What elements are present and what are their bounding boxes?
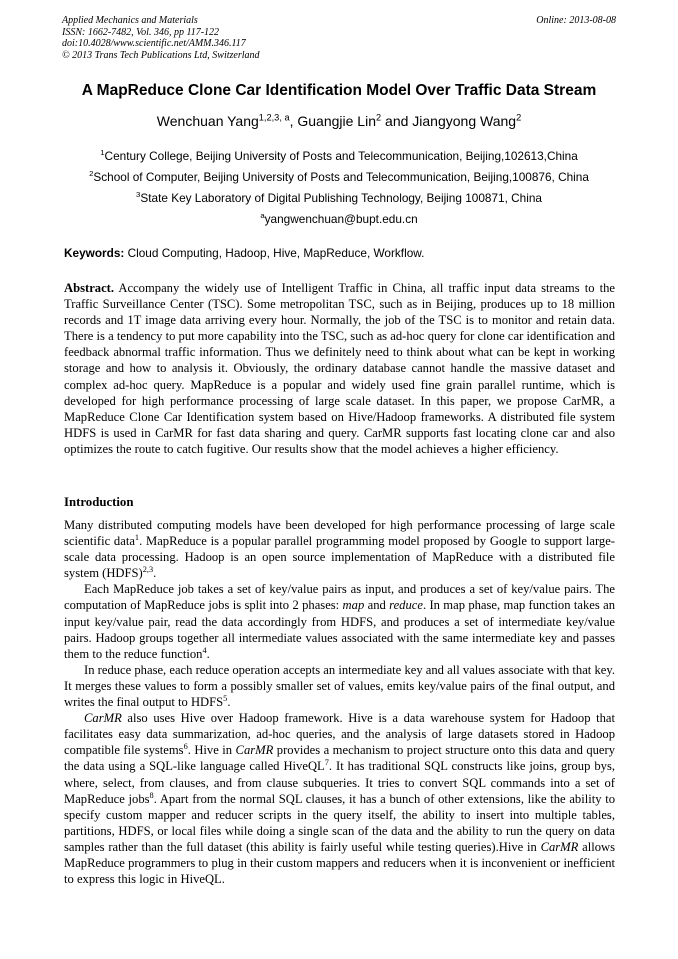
paragraph-text: . It has traditional SQL constructs like joins, group bys, where, select, from clauses, and from clause subqueries. It tries to convert SQL commands into a set of MapReduce jobs [64,759,615,806]
author-superscript: 1,2,3, a [258,112,290,123]
issn-line: ISSN: 1662-7482, Vol. 346, pp 117-122 [62,26,220,38]
paragraph [64,662,615,710]
email-line [20,209,658,230]
author-name: Wenchuan Yang [156,113,259,129]
emphasis: map [342,598,365,613]
affiliation-text: State Key Laboratory of Digital Publishing Technology, Beijing 100871, China [140,191,542,205]
citation: 1 [134,532,140,542]
affiliation [20,146,658,167]
citation: 2,3 [142,565,154,575]
emphasis: reduce [389,598,423,613]
paragraph-text: Many distributed computing models have been developed for high performance processing of large scale scientific data [64,518,615,549]
doi-line: doi:10.4028/www.scientific.net/AMM.346.117 [62,38,246,49]
keywords [64,246,624,260]
citation: 5 [223,693,228,703]
affiliation-marker: 1 [100,148,105,158]
emphasis: CarMR [540,839,579,854]
paragraph-text: . In map phase, map function takes an input key/value pair, read the data accordingly from HDFS, and produces a set of intermediate key/value pairs. Hadoop groups together all intermediate values associated with the same intermediate key and passes them to the reduce function [64,598,615,661]
keywords-text: Cloud Computing, Hadoop, Hive, MapReduce, Workflow. [124,246,425,260]
paragraph [64,710,615,887]
affiliations [20,146,658,230]
author-superscript: 2 [376,112,382,123]
abstract [64,280,615,457]
citation: 4 [202,645,207,655]
affiliation [20,188,658,209]
paragraph-text: . Apart from the normal SQL clauses, it has a bunch of other extensions, like the ability to specify custom mapper and reducer scripts in the query itself, the ability to insert into multiple tables, partitions, HDFS, or local files while doing a single scan of the data and the ability to run the query on data samples rather than the full dataset (this ability is fairly useful while testing queries).Hive in [64,791,615,854]
introduction-body [64,517,615,887]
affiliation [20,167,658,188]
online-date: Online: 2013-08-08 [536,15,616,26]
journal-name: Applied Mechanics and Materials [62,15,198,26]
emphasis: CarMR [84,711,122,726]
paragraph [64,581,615,661]
paragraph-text: provides a mechanism to project structure onto this data and query the data using a SQL-like language called HiveQL [64,743,616,774]
paragraph [64,517,615,581]
paragraph-text: In reduce phase, each reduce operation accepts an intermediate key and all values associate with that key. It merges these values to form a possibly smaller set of values, emits key/value pairs of the final output, and writes the final output to HDFS [64,662,615,710]
abstract-text: Accompany the widely use of Intelligent Traffic in China, all traffic input data streams to the Traffic Surveillance Center (TSC). Some metropolitan TSC, such as in Beijing, produces up to 18 million records and 1T image data arriving every hour. Normally, the job of the TSC is to monitor and retain data. There is a tendency to put more capability into the TSC, such as ad-hoc query for clone car identification and feedback abnormal traffic information. Thus we definitely need to think about what can be kept in working storage and how to analysis it. Obviously, the ordinary database cannot handle the massive dataset and complex ad-hoc query. MapReduce is a popular and widely used fine grain parallel runtime, which is developed for high performance processing of large scale dataset. In this paper, we propose CarMR, a MapReduce Clone Car Identification system based on Hive/Hadoop frameworks. A distributed file system HDFS is used in CarMR for fast data sharing and query. CarMR supports fast locating clone car and also optimizes the route to catch fugitive. Our results show that the model achieves a higher efficiency. [64,281,615,456]
author-line [20,113,658,129]
paragraph-text: Each MapReduce job takes a set of key/value pairs as input, and produces a set of key/value pairs. The computation of MapReduce jobs is split into 2 phases: [64,582,615,613]
author-name: , Guangjie Lin [289,113,376,129]
affiliation-marker: 2 [89,169,94,179]
author-name: and Jiangyong Wang [381,113,517,129]
citation: 8 [149,790,154,800]
keywords-label: Keywords: [64,246,125,260]
affiliation-text: School of Computer, Beijing University of Posts and Telecommunication, Beijing,100876, China [93,170,589,184]
paragraph-text: and [364,598,390,613]
paper-title: A MapReduce Clone Car Identification Model Over Traffic Data Stream [81,82,597,99]
affiliation-marker: a [260,211,265,221]
affiliation-marker: 3 [136,190,141,200]
affiliation-text: Century College, Beijing University of Posts and Telecommunication, Beijing,102613,China [104,149,578,163]
copyright-line: © 2013 Trans Tech Publications Ltd, Switzerland [62,49,260,61]
paragraph-text: . [153,566,157,581]
email-link[interactable]: yangwenchuan@bupt.edu.cn [264,212,418,226]
paragraph-text: . Hive in [187,743,236,758]
abstract-label: Abstract. [64,281,115,295]
paragraph-text: . MapReduce is a popular parallel programming model proposed by Google to support large-scale data processing. Hadoop is an open source implementation of MapReduce with a distributed file system (HDFS) [64,534,615,581]
citation: 7 [324,758,329,768]
citation: 6 [183,742,188,752]
paragraph-text: . [206,646,210,661]
emphasis: CarMR [235,743,274,758]
author-superscript: 2 [516,112,522,123]
paragraph-text: allows MapReduce programmers to plug in their custom mappers and reducers when it is inconvenient or inefficient to express this logic in HiveQL. [64,839,616,887]
paragraph-text: also uses Hive over Hadoop framework. Hive is a data warehouse system for Hadoop that facilitates easy data summarization, ad-hoc queries, and the analysis of large datasets stored in Hadoop compatible file systems [64,711,615,758]
paragraph-text: . [227,695,231,710]
journal-header [62,15,616,61]
section-heading-introduction: Introduction [64,495,134,509]
